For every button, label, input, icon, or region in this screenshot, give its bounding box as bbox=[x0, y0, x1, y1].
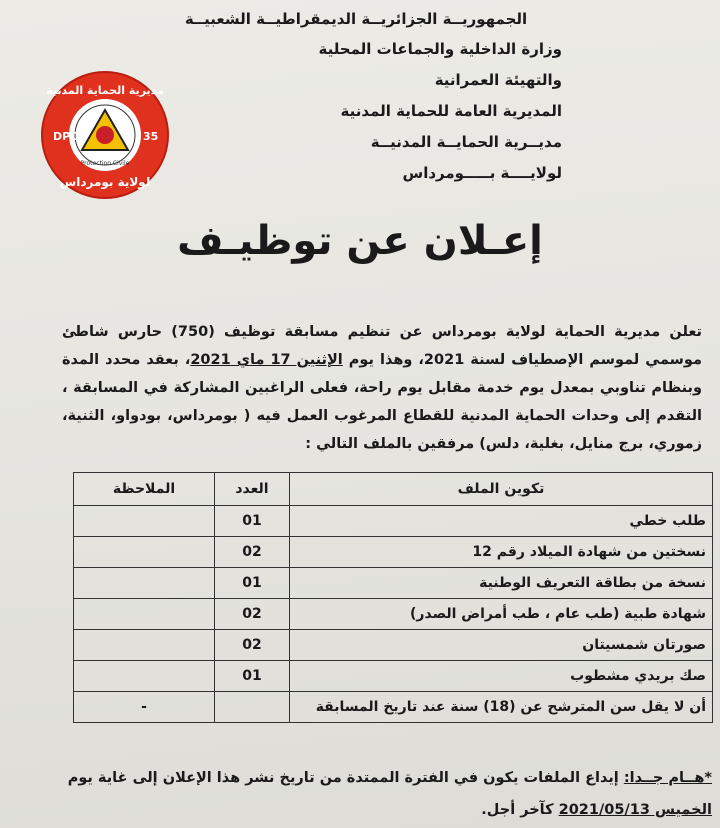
col-header-note: الملاحظة bbox=[74, 473, 215, 506]
table-row bbox=[74, 661, 713, 692]
civil-protection-logo bbox=[40, 70, 170, 200]
table-row bbox=[74, 568, 713, 599]
logo-inner-text: Protection Civile bbox=[80, 160, 130, 167]
logo-left-code: DPC bbox=[53, 130, 79, 143]
logo-right-code: 35 bbox=[143, 130, 159, 143]
row-count: 01 bbox=[215, 568, 290, 599]
row-item: شهادة طبية (طب عام ، طب أمراض الصدر) bbox=[290, 599, 713, 630]
exam-date: الإثنين 17 ماي 2021 bbox=[190, 352, 343, 368]
row-count: 01 bbox=[215, 661, 290, 692]
header-line-ministry: وزارة الداخلية والجماعات المحلية bbox=[318, 40, 562, 58]
row-item: أن لا يقل سن المترشح عن (18) سنة عند تاريخ المسابقة bbox=[290, 692, 713, 723]
col-header-count: العدد bbox=[215, 473, 290, 506]
row-note bbox=[74, 568, 215, 599]
important-label: *هــام جــدا: bbox=[623, 770, 712, 786]
row-note bbox=[74, 506, 215, 537]
row-note bbox=[74, 599, 215, 630]
table-row bbox=[74, 599, 713, 630]
row-item: طلب خطي bbox=[290, 506, 713, 537]
announcement-title: إعـلان عن توظيـف bbox=[177, 218, 543, 264]
row-note bbox=[74, 537, 215, 568]
deadline-note bbox=[60, 762, 712, 826]
table-header-row bbox=[74, 473, 713, 506]
row-count bbox=[215, 692, 290, 723]
republic-title: الجمهوريــة الجزائريــة الديمقراطيــة الشعبيــة bbox=[184, 10, 528, 28]
row-item: صك بريدي مشطوب bbox=[290, 661, 713, 692]
logo-top-text: مديرية الحماية المدنية bbox=[46, 84, 164, 97]
header-line-general-directorate: المديرية العامة للحماية المدنية bbox=[340, 102, 562, 120]
row-count: 02 bbox=[215, 599, 290, 630]
deadline-date: الخميس 2021/05/13 bbox=[558, 802, 712, 818]
row-count: 02 bbox=[215, 630, 290, 661]
deadline-tail: كآخر أجل. bbox=[481, 802, 559, 818]
row-count: 01 bbox=[215, 506, 290, 537]
row-item: صورتان شمسيتان bbox=[290, 630, 713, 661]
row-count: 02 bbox=[215, 537, 290, 568]
row-note: - bbox=[74, 692, 215, 723]
required-documents-table bbox=[73, 472, 713, 723]
table-row bbox=[74, 692, 713, 723]
row-note bbox=[74, 630, 215, 661]
announcement-body bbox=[62, 318, 702, 458]
col-header-item: تكوين الملف bbox=[290, 473, 713, 506]
row-item: نسخة من بطاقة التعريف الوطنية bbox=[290, 568, 713, 599]
body-part-1: تعلن مديرية الحماية لولاية بومرداس عن تنظيم مسابقة توظيف (750) حارس شاطئ موسمي لموسم الإصطياف لسنة 2021، وهذا يوم bbox=[62, 324, 702, 368]
body-part-2: ، بعقد محدد المدة وبنظام تناوبي بمعدل يوم خدمة مقابل يوم راحة، فعلى الراغبين المشاركة في المسابقة ، التقدم إلى وحدات الحماية المدنية للقطاع المرغوب العمل فيه ( بومرداس، بودواو، الثنية، زموري، برج منايل، بغلية، دلس) مرفقين بالملف التالي : bbox=[62, 352, 702, 452]
header-line-directorate: مديــرية الحمايــة المدنيــة bbox=[370, 133, 562, 151]
header-line-wilaya: لولايــــة بـــــومرداس bbox=[402, 164, 562, 182]
header-line-planning: والتهيئة العمرانية bbox=[434, 71, 562, 89]
deadline-text: إيداع الملفات يكون في الفترة الممتدة من تاريخ نشر هذا الإعلان إلى غاية يوم bbox=[67, 770, 624, 786]
letterhead bbox=[150, 4, 562, 204]
table-row bbox=[74, 630, 713, 661]
row-note bbox=[74, 661, 215, 692]
table-row bbox=[74, 537, 713, 568]
table-row bbox=[74, 506, 713, 537]
row-item: نسختين من شهادة الميلاد رقم 12 bbox=[290, 537, 713, 568]
logo-bottom-text: لولاية بومرداس bbox=[59, 175, 151, 189]
